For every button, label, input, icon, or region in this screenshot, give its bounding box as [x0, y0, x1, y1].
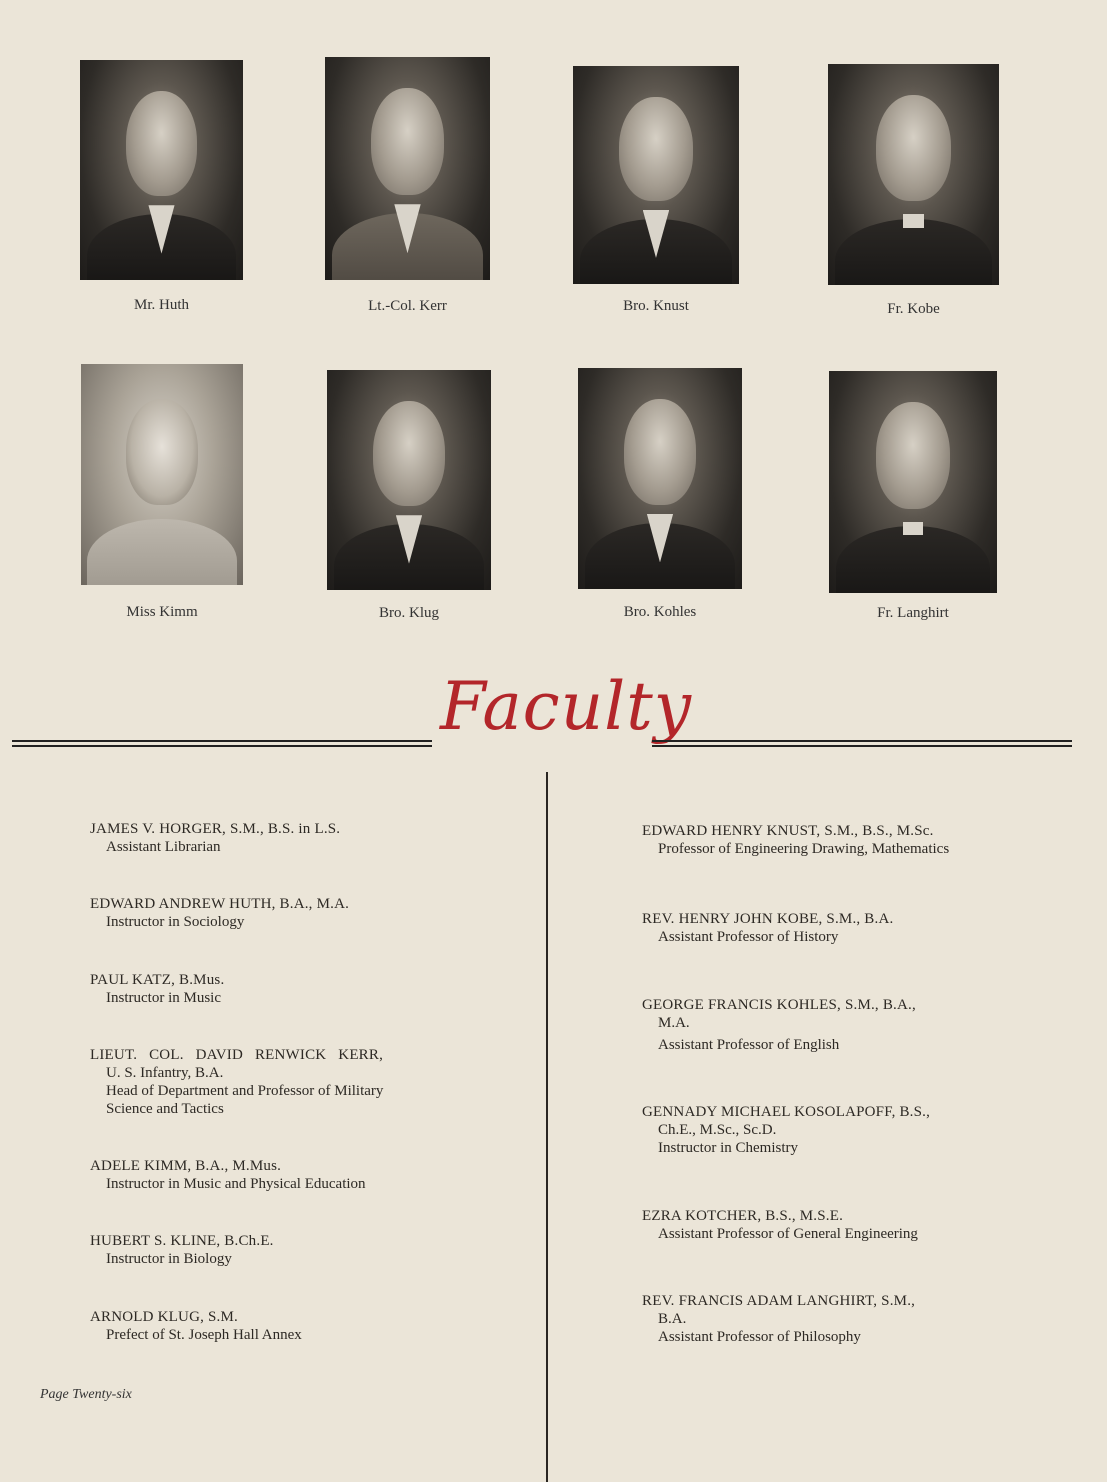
portrait-huth: [80, 60, 243, 280]
entry-role-cont: Science and Tactics: [106, 1101, 224, 1117]
entry-kohles: [642, 996, 1082, 1054]
entry-langhirt: [642, 1292, 1082, 1346]
entry-name: ADELE KIMM, B.A., M.Mus.: [90, 1158, 282, 1174]
entry-role: Assistant Professor of History: [658, 929, 839, 945]
entry-role: Instructor in Music: [106, 990, 221, 1006]
entry-name: JAMES V. HORGER, S.M., B.S. in L.S.: [90, 821, 341, 837]
page-number: Page Twenty-six: [40, 1387, 132, 1402]
entry-name-cont: Ch.E., M.Sc., Sc.D.: [658, 1122, 777, 1138]
entry-name: GENNADY MICHAEL KOSOLAPOFF, B.S.,: [642, 1104, 931, 1120]
entry-role: Instructor in Music and Physical Education: [106, 1176, 366, 1192]
entry-name: PAUL KATZ, B.Mus.: [90, 972, 225, 988]
entry-name-cont: U. S. Infantry, B.A.: [106, 1065, 224, 1081]
caption-huth: Mr. Huth: [133, 297, 189, 313]
entry-kerr: [90, 1046, 510, 1118]
portrait-kobe: [828, 64, 999, 285]
caption-knust: Bro. Knust: [623, 298, 689, 314]
entry-role: Assistant Professor of English: [658, 1037, 840, 1053]
entry-horger: [90, 820, 510, 856]
entry-name: EZRA KOTCHER, B.S., M.S.E.: [642, 1208, 844, 1224]
entry-name-cont: B.A.: [658, 1311, 687, 1327]
entry-name: REV. FRANCIS ADAM LANGHIRT, S.M.,: [642, 1293, 916, 1309]
entry-role: Instructor in Sociology: [106, 914, 245, 930]
entry-name: HUBERT S. KLINE, B.Ch.E.: [90, 1233, 274, 1249]
section-title: Faculty: [440, 668, 693, 745]
entry-role: Assistant Professor of Philosophy: [658, 1329, 861, 1345]
entry-name-cont: M.A.: [658, 1015, 690, 1031]
entry-name: LIEUT. COL. DAVID RENWICK KERR,: [90, 1047, 384, 1063]
caption-kimm: Miss Kimm: [126, 604, 198, 620]
portrait-klug: [327, 370, 491, 590]
entry-name: EDWARD ANDREW HUTH, B.A., M.A.: [90, 896, 350, 912]
portrait-kimm: [81, 364, 243, 585]
portrait-knust: [573, 66, 739, 284]
title-rule-right: [652, 740, 1072, 747]
entry-role: Professor of Engineering Drawing, Mathematics: [658, 841, 950, 857]
entry-kimm: [90, 1157, 510, 1193]
entry-knust: [642, 822, 1082, 858]
title-rule-left: [12, 740, 432, 747]
entry-name: REV. HENRY JOHN KOBE, S.M., B.A.: [642, 911, 894, 927]
entry-role: Head of Department and Professor of Military: [106, 1083, 384, 1099]
entry-role: Prefect of St. Joseph Hall Annex: [106, 1327, 302, 1343]
entry-role: Instructor in Chemistry: [658, 1140, 798, 1156]
entry-kline: [90, 1232, 510, 1268]
entry-kobe: [642, 910, 1082, 946]
caption-langhirt: Fr. Langhirt: [877, 605, 949, 621]
entry-klug: [90, 1308, 510, 1344]
entry-huth: [90, 895, 510, 931]
entry-name: GEORGE FRANCIS KOHLES, S.M., B.A.,: [642, 997, 916, 1013]
caption-kerr: Lt.-Col. Kerr: [368, 298, 447, 314]
portrait-langhirt: [829, 371, 997, 593]
caption-kohles: Bro. Kohles: [623, 604, 697, 620]
entry-role: Assistant Professor of General Engineering: [658, 1226, 918, 1242]
entry-role: Assistant Librarian: [106, 839, 221, 855]
caption-kobe: Fr. Kobe: [887, 301, 940, 317]
entry-katz: [90, 971, 510, 1007]
portrait-kerr: [325, 57, 490, 280]
entry-kosolapoff: [642, 1103, 1082, 1157]
column-divider: [546, 772, 548, 1482]
entry-role: Instructor in Biology: [106, 1251, 232, 1267]
entry-kotcher: [642, 1207, 1082, 1243]
entry-name: EDWARD HENRY KNUST, S.M., B.S., M.Sc.: [642, 823, 934, 839]
portrait-kohles: [578, 368, 742, 589]
entry-name: ARNOLD KLUG, S.M.: [90, 1309, 238, 1325]
caption-klug: Bro. Klug: [379, 605, 439, 621]
